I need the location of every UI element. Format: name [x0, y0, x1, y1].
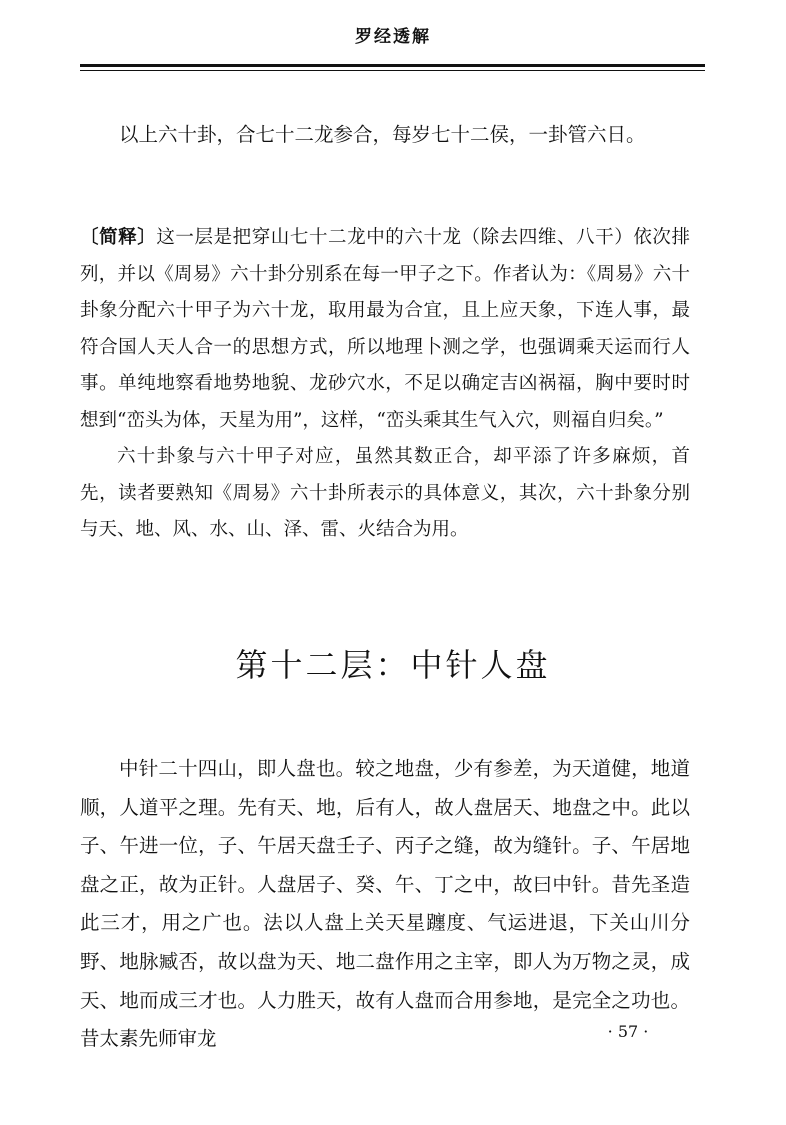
annotation-paragraph-1: [80, 220, 690, 439]
running-header: 罗经透解: [355, 27, 431, 47]
intro-paragraph: 以上六十卦，合七十二龙参合，每岁七十二侯，一卦管六日。: [119, 123, 646, 146]
annotation-text-1: 这一层是把穿山七十二龙中的六十龙（除去四维、八干）依次排列，并以《周易》六十卦分别系在每一甲子之下。作者认为：《周易》六十卦象分配六十甲子为六十龙，取用最为合宜，且上应天象，下连人事，最符合国人天人合一的思想方式，所以地理卜测之学，也强调乘天运而行人事。单纯地察看地势地貌、龙砂穴水，不足以确定吉凶祸福，胸中要时时想到“峦头为体，天星为用”，这样，“峦头乘其生气入穴，则福自归矣。”: [80, 227, 690, 431]
page-number: · 57 ·: [607, 1022, 649, 1041]
header-rule-thin: [80, 70, 705, 71]
annotation-block: [80, 220, 690, 549]
section-paragraph: 中针二十四山，即人盘也。较之地盘，少有参差，为天道健，地道顺，人道平之理。先有天、地，后有人，故人盘居天、地盘之中。此以子、午进一位，子、午居天盘壬子、丙子之缝，故为缝针。子、午居地盘之正，故为正针。人盘居子、癸、午、丁之中，故曰中针。昔先圣造此三才，用之广也。法以人盘上关天星躔度、气运进退，下关山川分野、地脉臧否，故以盘为天、地二盘作用之主宰，即人为万物之灵，成天、地而成三才也。人力胜天，故有人盘而合用参地，是完全之功也。昔太素先师审龙: [80, 757, 690, 1051]
intro-block: [80, 116, 690, 153]
section-title: 第十二层：中针人盘: [235, 646, 551, 684]
annotation-paragraph-2: 六十卦象与六十甲子对应，虽然其数正合，却平添了许多麻烦，首先，读者要熟知《周易》六十卦所表示的具体意义，其次，六十卦象分别与天、地、风、水、山、泽、雷、火结合为用。: [80, 446, 690, 540]
annotation-tag: 〔简释〕: [80, 227, 157, 248]
section-body: [80, 750, 690, 1059]
header-rule-thick: [80, 64, 705, 67]
